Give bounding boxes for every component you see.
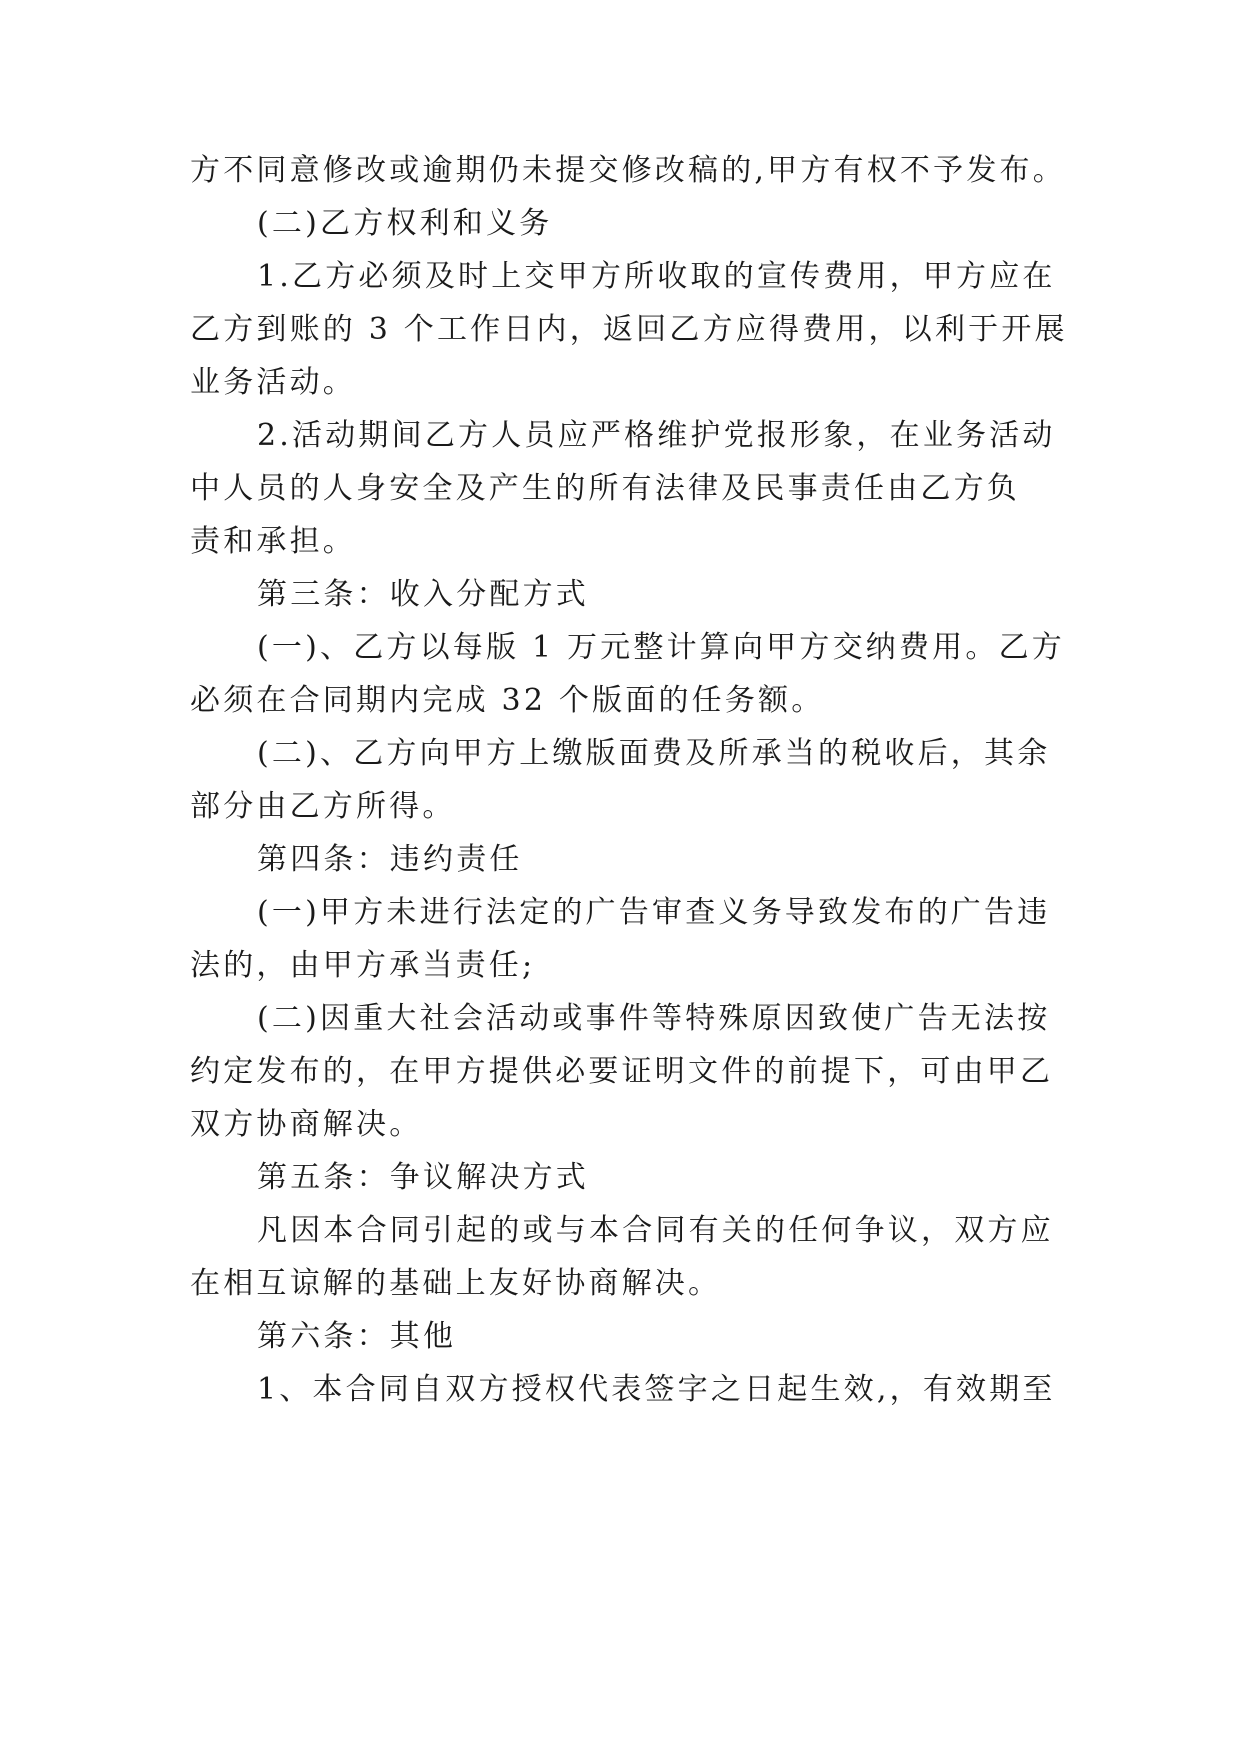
text-line-5: 业务活动。 <box>190 365 356 400</box>
text-line-22: 在相互谅解的基础上友好协商解决。 <box>190 1266 722 1301</box>
text-line-3: 1.乙方必须及时上交甲方所收取的宣传费用，甲方应在 <box>257 259 1056 294</box>
section-heading-party-b-rights: (二)乙方权利和义务 <box>257 206 553 241</box>
text-line-18: 约定发布的，在甲方提供必要证明文件的前提下，可由甲乙 <box>190 1054 1054 1089</box>
text-line-10: (一)、乙方以每版 1 万元整计算向甲方交纳费用。乙方 <box>257 630 1065 665</box>
text-line-19: 双方协商解决。 <box>190 1107 423 1142</box>
text-line-17: (二)因重大社会活动或事件等特殊原因致使广告无法按 <box>257 1001 1051 1036</box>
text-line-8: 责和承担。 <box>190 524 356 559</box>
text-line-15: (一)甲方未进行法定的广告审查义务导致发布的广告违 <box>257 895 1051 930</box>
text-line-13: 部分由乙方所得。 <box>190 789 456 824</box>
text-line-12: (二)、乙方向甲方上缴版面费及所承当的税收后，其余 <box>257 736 1051 771</box>
article-heading-5: 第五条：争议解决方式 <box>257 1160 589 1195</box>
text-line-4: 乙方到账的 3 个工作日内，返回乙方应得费用，以利于开展 <box>190 312 1068 347</box>
text-line-6: 2.活动期间乙方人员应严格维护党报形象，在业务活动 <box>257 418 1056 453</box>
article-heading-6: 第六条：其他 <box>257 1319 457 1354</box>
article-heading-4: 第四条：违约责任 <box>257 842 523 877</box>
text-line-1: 方不同意修改或逾期仍未提交修改稿的,甲方有权不予发布。 <box>190 153 1066 188</box>
text-line-24: 1、本合同自双方授权代表签字之日起生效,，有效期至 <box>257 1372 1056 1407</box>
text-line-11: 必须在合同期内完成 32 个版面的任务额。 <box>190 683 825 718</box>
article-heading-3: 第三条：收入分配方式 <box>257 577 589 612</box>
text-line-7: 中人员的人身安全及产生的所有法律及民事责任由乙方负 <box>190 471 1020 506</box>
text-line-16: 法的，由甲方承当责任; <box>190 948 536 983</box>
text-line-21: 凡因本合同引起的或与本合同有关的任何争议，双方应 <box>257 1213 1054 1248</box>
